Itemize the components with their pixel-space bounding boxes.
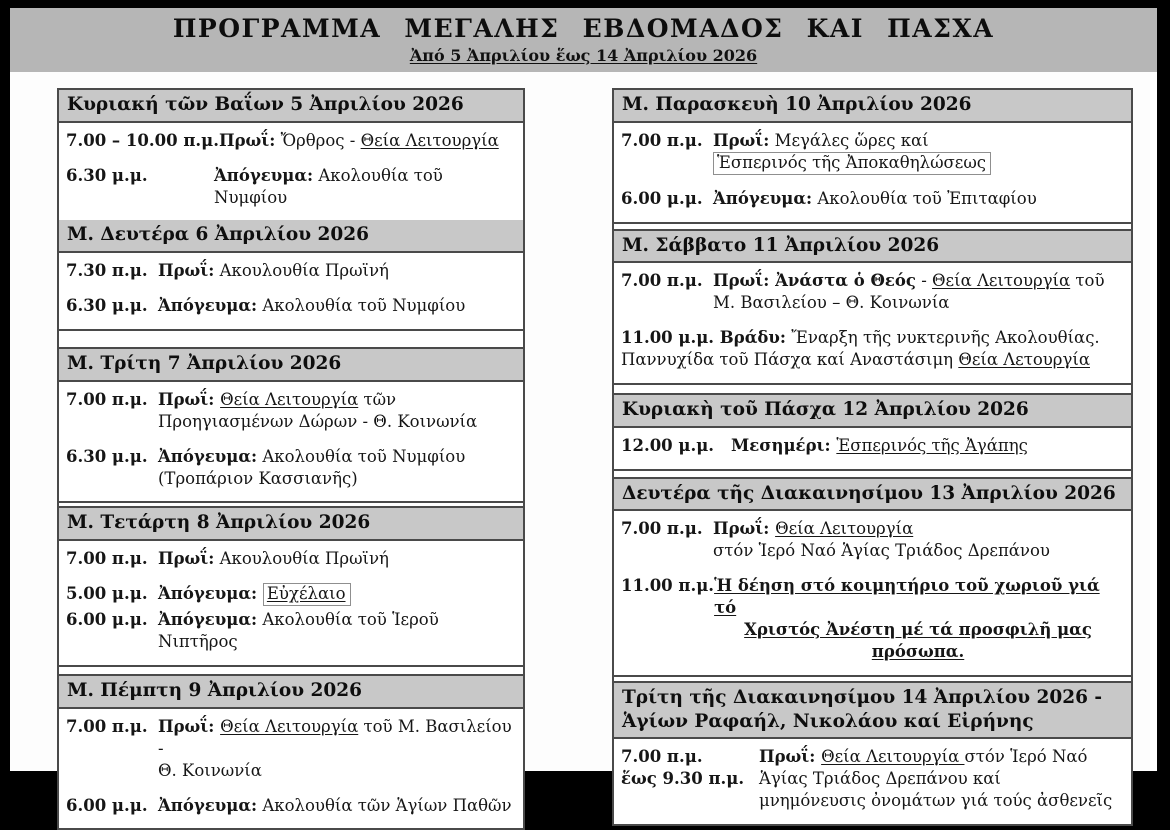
section-body [59, 253, 523, 331]
row-time [621, 518, 713, 540]
section-body [614, 428, 1131, 471]
schedule-row [621, 518, 1122, 562]
schedule-row [66, 583, 514, 606]
text-run: Πρωΐ: [158, 716, 221, 736]
text-run: Ἀπόγευμα: [158, 795, 258, 815]
schedule-row [66, 548, 514, 570]
section-header [614, 681, 1131, 739]
schedule-section [59, 506, 523, 667]
section-header [59, 347, 523, 382]
content-line [713, 540, 1122, 562]
text-run: Θεία Λειτουργία [821, 747, 965, 767]
section-body [614, 263, 1131, 385]
row-time-line: 7.00 π.μ. [66, 389, 148, 409]
text-run: Θ. Κοινωνία [158, 760, 262, 780]
schedule-row [66, 609, 514, 653]
page-title: ΠΡΟΓΡΑΜΜΑ ΜΕΓΑΛΗΣ ΕΒΔΟΜΑΔΟΣ ΚΑΙ ΠΑΣΧΑ [172, 14, 995, 44]
section-header-line: Κυριακή τῶν Βαΐων 5 Ἀπριλίου 2026 [67, 94, 464, 115]
text-run: Θεία Λειτουργία [932, 271, 1071, 291]
text-run: 11.00 μ.μ. Βράδυ: [621, 328, 786, 348]
row-content [621, 327, 1122, 371]
content-line [158, 716, 514, 760]
row-content [713, 270, 1122, 314]
content-line [158, 583, 514, 606]
row-time-line: 7.00 π.μ. [66, 716, 148, 736]
text-run: Ακολουθία τοῦ Ἐπιταφίου [812, 188, 1037, 208]
schedule-section [59, 347, 523, 503]
row-time-line: 6.30 μ.μ. [66, 446, 148, 466]
schedule-section [59, 220, 523, 331]
content-line [713, 518, 1122, 540]
content-line [713, 270, 1122, 292]
content-line [158, 548, 514, 570]
row-time [621, 435, 731, 457]
row-time-line: 7.00 π.μ. [621, 747, 703, 767]
schedule-section [614, 681, 1131, 824]
section-header-line: Δευτέρα τῆς Διακαινησίμου 13 Ἀπριλίου 2026 [622, 482, 1116, 504]
section-body [59, 709, 523, 829]
content-line [714, 619, 1122, 663]
row-content [158, 446, 514, 490]
content-line [759, 746, 1122, 768]
schedule-section [59, 90, 523, 220]
row-content [158, 795, 514, 817]
row-time [621, 130, 713, 152]
text-run: Ἑσπερινός τῆς Ἀγάπης [836, 435, 1028, 455]
row-content [158, 295, 514, 317]
row-time-line: ἕως 9.30 π.μ. [621, 769, 745, 789]
text-run: (Τροπάριον Κασσιανῆς) [158, 468, 358, 488]
text-run: Ἑσπερινός τῆς Ἀποκαθηλώσεως [713, 152, 991, 175]
content-line [713, 130, 1122, 152]
text-run: Θεία Λειτουργία [360, 130, 499, 150]
content-line [759, 790, 1122, 812]
text-run: Ὄρθρος - [275, 130, 361, 150]
content-line [714, 575, 1122, 619]
content-line [158, 468, 514, 490]
row-content [158, 609, 514, 653]
text-run: Εὐχέλαιο [263, 583, 351, 606]
row-time [66, 295, 158, 317]
text-run: Θεία Λετουργία [958, 350, 1090, 370]
schedule-section [59, 674, 523, 828]
section-body [614, 123, 1131, 224]
text-run: Ἔναρξη τῆς νυκτερινῆς Ακολουθίας. [785, 328, 1100, 348]
row-time [621, 575, 714, 597]
document-content [10, 8, 1157, 815]
text-run: Προηγιασμένων Δώρων - Θ. Κοινωνία [158, 411, 478, 431]
schedule-row [621, 327, 1122, 371]
row-content [158, 583, 514, 606]
content-line [158, 795, 514, 817]
row-content [713, 130, 1122, 175]
text-run: στόν Ἱερό Ναό Ἁγίας Τριάδος Δρεπάνου [713, 541, 1050, 561]
text-run: Πρωΐ: [713, 519, 776, 539]
content-line [158, 446, 514, 468]
text-run: Ακολουθία τοῦ Ἱεροῦ Νιπτῆρος [158, 610, 439, 652]
section-header [59, 506, 523, 541]
row-time [66, 609, 158, 631]
section-header-line: Μ. Τετάρτη 8 Ἀπριλίου 2026 [67, 512, 371, 534]
content-line [621, 327, 1122, 349]
text-run: Παννυχίδα τοῦ Πάσχα καί Αναστάσιμη [621, 350, 959, 370]
row-content [714, 575, 1122, 663]
content-line [158, 389, 514, 411]
row-content [731, 435, 1122, 457]
text-run: Ἀπόγευμα: [158, 446, 258, 466]
row-time-line: 11.00 π.μ. [621, 576, 715, 596]
section-body [614, 739, 1131, 824]
section-body [59, 123, 523, 221]
text-run: Ακουλουθία Πρωϊνή [214, 261, 389, 281]
schedule-row [621, 435, 1122, 457]
text-run: Ἀπόγευμα: [713, 188, 813, 208]
row-time-line: 7.00 π.μ. [66, 549, 148, 569]
row-time [621, 746, 759, 790]
page-subtitle: Ἀπό 5 Ἀπριλίου ἕως 14 Ἀπριλίου 2026 [409, 45, 758, 65]
schedule-section [614, 90, 1131, 224]
section-header [59, 220, 523, 253]
row-time [621, 270, 713, 292]
text-run: Ἡ δέηση στό κοιμητήριο τοῦ χωριοῦ γιά τό [714, 576, 1100, 618]
schedule-row [66, 389, 514, 433]
text-run: μνημόνευσις ὀνομάτων γιά τούς ἀσθενεῖς [759, 791, 1113, 811]
text-run: - [915, 271, 933, 291]
section-body [59, 382, 523, 504]
schedule-column-right [612, 88, 1133, 826]
schedule-row [66, 446, 514, 490]
row-time-line: 6.00 μ.μ. [621, 188, 703, 208]
text-run: τῶν [358, 389, 397, 409]
row-time-line: 12.00 μ.μ. [621, 435, 715, 455]
content-line [158, 295, 514, 317]
schedule-row [621, 188, 1122, 210]
text-run: Ακολουθία τῶν Ἁγίων Παθῶν [257, 795, 512, 815]
text-run: Ἀπόγευμα: [158, 610, 258, 630]
section-header-line: Κυριακὴ τοῦ Πάσχα 12 Ἀπριλίου 2026 [622, 399, 1029, 421]
section-header [614, 90, 1131, 123]
schedule-row [621, 746, 1122, 812]
text-run: Μεσημέρι: [731, 435, 837, 455]
text-run: τοῦ Μ. Βασιλείου - [158, 716, 512, 758]
text-run: Ακολουθία τοῦ Νυμφίου [257, 296, 466, 316]
section-body [614, 511, 1131, 677]
row-time-line: 6.30 μ.μ. [66, 296, 148, 316]
row-time-line: 7.00 π.μ. [621, 271, 703, 291]
schedule-row [66, 130, 514, 152]
section-header-line: Μ. Δευτέρα 6 Ἀπριλίου 2026 [67, 224, 369, 246]
content-line [713, 188, 1122, 210]
row-time [66, 548, 158, 570]
section-header [59, 90, 523, 123]
row-time [66, 583, 158, 605]
text-run: στόν Ἱερό Ναό [964, 747, 1088, 767]
content-line [158, 609, 514, 653]
section-header-line: Τρίτη τῆς Διακαινησίμου 14 Ἀπριλίου 2026 - [622, 687, 1103, 708]
row-time [66, 716, 158, 738]
text-run: Ἀπόγευμα: [158, 584, 263, 604]
text-run: Μεγάλες ὥρες καί [769, 130, 929, 150]
row-content [713, 188, 1122, 210]
text-run: Θεία Λειτουργία [220, 389, 359, 409]
row-time-line: 6.30 μ.μ. [66, 165, 148, 185]
content-line [713, 292, 1122, 314]
row-time-line: 7.00 π.μ. [621, 130, 703, 150]
text-run: Ακολουθία τοῦ Νυμφίου [214, 165, 443, 207]
schedule-row [66, 795, 514, 817]
row-content [219, 130, 514, 152]
text-run: Θεία Λειτουργία [775, 519, 914, 539]
text-run: Χριστός Ἀνέστη μέ τά προσφιλῆ μας πρόσωπα. [744, 620, 1092, 662]
text-run: Ἀπόγευμα: [158, 296, 258, 316]
schedule-section [614, 477, 1131, 677]
content-line [158, 760, 514, 782]
content-line [759, 768, 1122, 790]
row-time [621, 188, 713, 210]
text-run: Ἁγίας Τριάδος Δρεπάνου καί [759, 769, 1001, 789]
row-content [158, 716, 514, 782]
title-band [10, 8, 1157, 72]
row-time [66, 130, 219, 152]
text-run: Ἀπόγευμα: [214, 165, 314, 185]
text-run: Θεία Λειτουργία [220, 716, 359, 736]
schedule-row [66, 295, 514, 317]
content-line [214, 165, 514, 209]
row-content [759, 746, 1122, 812]
row-content [713, 518, 1122, 562]
section-header-line: Μ. Σάββατο 11 Ἀπριλίου 2026 [622, 234, 940, 256]
text-run: Πρωΐ: [158, 389, 221, 409]
content-line [621, 349, 1122, 371]
row-time [66, 446, 158, 468]
text-run: Ακολουθία τοῦ Νυμφίου [257, 446, 466, 466]
text-run: Πρωΐ: [218, 130, 276, 150]
row-time [66, 260, 158, 282]
content-line [158, 260, 514, 282]
section-header-line: Μ. Πέμπτη 9 Ἀπριλίου 2026 [67, 680, 362, 702]
section-header [614, 393, 1131, 428]
schedule-section [614, 229, 1131, 385]
row-time-line: 7.00 π.μ. [621, 519, 703, 539]
section-header-line: Μ. Τρίτη 7 Ἀπριλίου 2026 [67, 353, 342, 375]
row-time-line: 7.00 – 10.00 π.μ. [66, 130, 219, 150]
row-time-line: 6.00 μ.μ. [66, 795, 148, 815]
row-content [158, 548, 514, 570]
section-body [59, 541, 523, 667]
section-header [614, 229, 1131, 264]
text-run: Πρωΐ: [759, 747, 822, 767]
text-run: Πρωΐ: [158, 261, 215, 281]
content-line [713, 152, 1122, 175]
text-run: Πρωΐ: Ἀνάστα ὁ Θεός [713, 271, 916, 291]
row-content [214, 165, 514, 209]
text-run: Μ. Βασιλείου – Θ. Κοινωνία [713, 293, 950, 313]
schedule-row [621, 130, 1122, 175]
schedule-column-left [57, 88, 525, 830]
row-time [66, 795, 158, 817]
section-header [614, 477, 1131, 512]
schedule-row [66, 260, 514, 282]
text-run: τοῦ [1070, 271, 1105, 291]
content-line [158, 411, 514, 433]
text-run: Ακουλουθία Πρωϊνή [214, 549, 389, 569]
row-content [158, 389, 514, 433]
row-time-line: 5.00 μ.μ. [66, 584, 148, 604]
row-time [66, 389, 158, 411]
row-content [158, 260, 514, 282]
section-header [59, 674, 523, 709]
row-time-line: 7.30 π.μ. [66, 261, 148, 281]
row-time [66, 165, 214, 187]
content-line [731, 435, 1122, 457]
schedule-row [621, 575, 1122, 663]
content-line [219, 130, 514, 152]
section-header-line: Μ. Παρασκευὴ 10 Ἀπριλίου 2026 [622, 94, 972, 115]
text-run: Πρωΐ: [713, 130, 770, 150]
text-run: Πρωΐ: [158, 549, 215, 569]
schedule-row [66, 716, 514, 782]
schedule-row [66, 165, 514, 209]
row-time-line: 6.00 μ.μ. [66, 610, 148, 630]
schedule-row [621, 270, 1122, 314]
schedule-section [614, 393, 1131, 471]
section-header-line: Ἁγίων Ραφαήλ, Νικολάου καί Εἰρήνης [622, 710, 1034, 732]
